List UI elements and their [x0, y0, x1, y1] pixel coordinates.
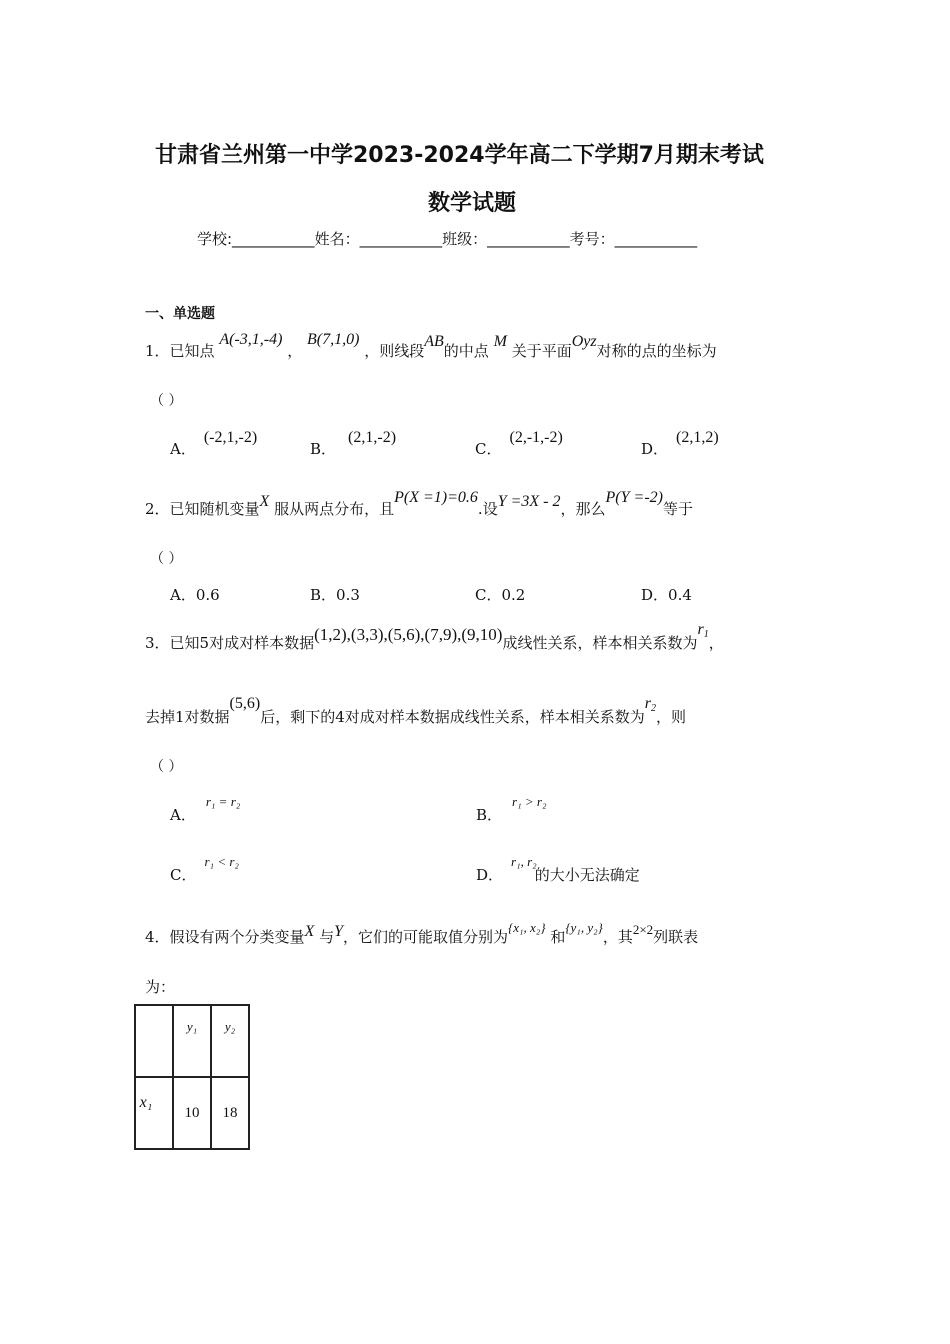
- table-cell: 18: [211, 1077, 249, 1149]
- name-field[interactable]: 姓名：___________: [314, 230, 443, 248]
- answer-paren-2: （ ）: [150, 551, 183, 567]
- q3-option-c[interactable]: C．r₁ < r₂: [170, 854, 239, 884]
- q1-option-d[interactable]: D．(2,1,2): [641, 429, 719, 458]
- q2-option-d[interactable]: D．0.4: [641, 586, 692, 604]
- q1-option-c[interactable]: C．(2,-1,-2): [475, 429, 563, 458]
- class-field[interactable]: 班级：___________: [442, 230, 570, 248]
- answer-paren-3: （ ）: [150, 759, 183, 775]
- page-title-line1: 甘肃省兰州第一中学2023-2024学年高二下学期7月期末考试: [155, 143, 764, 168]
- question-4: 4．假设有两个分类变量X 与Y，它们的可能取值分别为{x₁, x₂} 和{y₁, y₂}，其2×2列联表: [145, 920, 699, 946]
- q3-option-d[interactable]: D．r₁, r₂的大小无法确定: [476, 854, 640, 884]
- q1-option-a[interactable]: A．(-2,1,-2): [170, 429, 258, 458]
- q3-option-b[interactable]: B．r₁ > r₂: [476, 794, 547, 824]
- point-b: B(7,1,0): [307, 331, 360, 348]
- table-header-y1: y₁: [173, 1005, 211, 1077]
- page-title-line2: 数学试题: [428, 191, 517, 216]
- question-3: 3．已知5对成对样本数据(1,2),(3,3),(5,6),(7,9),(9,10)成线性关系，样本相关系数为$r_1$，: [145, 621, 724, 652]
- q2-option-b[interactable]: B．0.3: [310, 586, 360, 604]
- number-field[interactable]: 考号：___________: [569, 230, 698, 248]
- question-2: 2．已知随机变量X 服从两点分布，且P(X =1)=0.6.设Y =3X - 2，那么P(Y =-2)等于: [145, 489, 693, 518]
- info-line: [197, 228, 697, 249]
- question-4-line2: 为：: [145, 978, 176, 996]
- point-a: A(-3,1,-4): [219, 331, 283, 348]
- school-field[interactable]: 学校:___________: [197, 230, 315, 248]
- table-cell: [135, 1005, 173, 1077]
- table-cell: 10: [173, 1077, 211, 1149]
- q2-option-a[interactable]: A．0.6: [170, 586, 220, 604]
- answer-paren-1: （ ）: [150, 393, 183, 409]
- table-header-y2: y₂: [211, 1005, 249, 1077]
- q2-option-c[interactable]: C．0.2: [475, 586, 526, 604]
- section-heading: 一、单选题: [145, 306, 215, 322]
- q1-option-b[interactable]: B．(2,1,-2): [310, 429, 397, 458]
- question-3-line2: 去掉1对数据(5,6)后，剩下的4对成对样本数据成线性关系，样本相关系数为$r_2$，则: [145, 695, 686, 726]
- contingency-table: [134, 1004, 250, 1150]
- table-row: [135, 1077, 249, 1149]
- table-row: [135, 1005, 249, 1077]
- question-1: 1．已知点 A(-3,1,-4) ， B(7,1,0) ，则线段AB的中点 M 关于平面Oyz对称的点的坐标为: [145, 331, 717, 360]
- q3-option-a[interactable]: A．r₁ = r₂: [170, 794, 241, 824]
- table-row-label-x1: x₁: [135, 1077, 173, 1149]
